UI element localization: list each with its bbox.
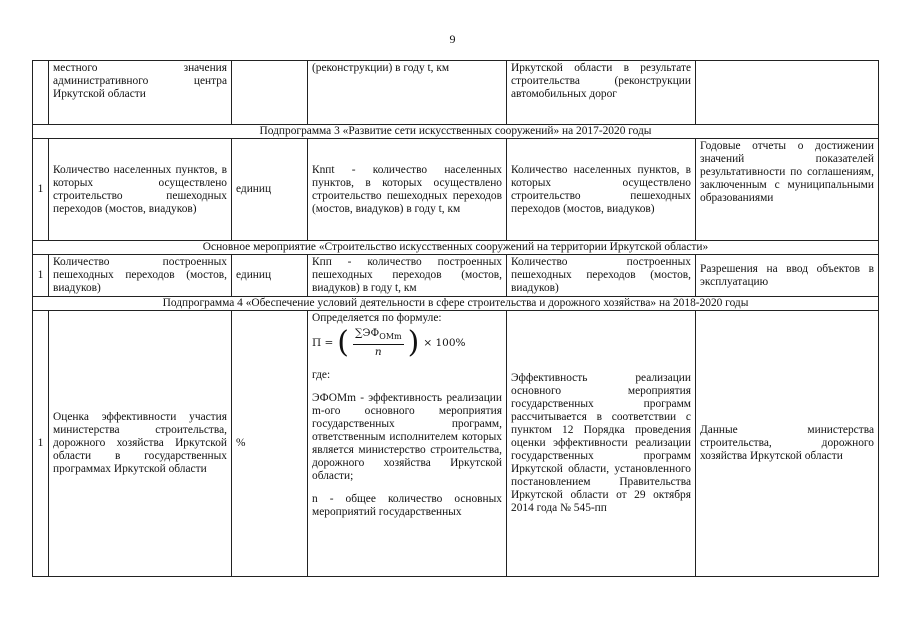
formula-intro: Определяется по формуле: — [312, 312, 442, 324]
subprogram-3-title: Подпрограмма 3 «Развитие сети искусственных сооружений» на 2017-2020 годы — [33, 125, 879, 139]
formula-cell — [308, 311, 507, 577]
row-number-cell: 1 — [33, 255, 49, 297]
method-cell: Количество построенных пешеходных переходов (мостов, виадуков) — [507, 255, 696, 297]
formula-cell: (реконструкции) в году t, км — [308, 61, 507, 125]
source-cell: Данные министерства строительства, дорожного хозяйства Иркутской области — [696, 311, 879, 577]
activity-3-title: Основное мероприятие «Строительство искусственных сооружений на территории Иркутской области» — [33, 241, 879, 255]
activity-header-row — [33, 241, 879, 255]
formula-denominator: n — [374, 346, 382, 359]
table-row — [33, 255, 879, 297]
formula-rhs: × 100% — [423, 336, 466, 349]
source-cell: Разрешения на ввод объектов в эксплуатацию — [696, 255, 879, 297]
source-cell — [696, 61, 879, 125]
method-cell: Эффективность реализации основного мероприятия государственных программ рассчитывается в соответствии с пунктом 12 Порядка проведения оценки эффективности реализации государственных программ Иркутской области, установленного постановлением Правительства Иркутской области от 29 октября 2014 года № 545-пп — [507, 311, 696, 577]
table-row-continued — [33, 61, 879, 125]
unit-cell: % — [232, 311, 308, 577]
formula-numerator-sub: ОМm — [379, 332, 402, 342]
indicator-name-cell: Количество построенных пешеходных переходов (мостов, виадуков) — [49, 255, 232, 297]
formula-definition-2: n - общее количество основных мероприятий государственных — [312, 493, 502, 519]
unit-cell — [232, 61, 308, 125]
method-cell: Иркутской области в результате строительства (реконструкции автомобильных дорог — [507, 61, 696, 125]
row-number-cell: 1 — [33, 139, 49, 241]
formula-close-paren: ) — [407, 325, 420, 361]
row-number-cell — [33, 61, 49, 125]
section-header-row — [33, 125, 879, 139]
subprogram-4-title: Подпрограмма 4 «Обеспечение условий деятельности в сфере строительства и дорожного хозяйства» на 2018-2020 годы — [33, 297, 879, 311]
formula-definition-1: ЭФОМm - эффективность реализации m-ого основного мероприятия государственных программ, ответственным исполнителем которых является министерство строительства, дорожного хозяйства Иркутской области; — [312, 392, 502, 483]
formula-cell: Кпп - количество построенных пешеходных переходов (мостов, виадуков) в году t, км — [308, 255, 507, 297]
method-cell: Количество населенных пунктов, в которых осуществлено строительство пешеходных переходов (мостов, виадуков) — [507, 139, 696, 241]
table-row — [33, 139, 879, 241]
unit-cell: единиц — [232, 139, 308, 241]
formula-fraction — [353, 327, 404, 359]
section-header-row — [33, 297, 879, 311]
formula-numerator — [353, 327, 404, 345]
formula-open-paren: ( — [337, 325, 350, 361]
page-number: 9 — [449, 32, 456, 46]
unit-cell: единиц — [232, 255, 308, 297]
table-row — [33, 311, 879, 577]
formula-where: где: — [312, 369, 331, 382]
formula-numerator-text: ∑ЭФ — [355, 327, 380, 339]
formula-lhs: П = — [312, 336, 334, 349]
row-number-cell: 1 — [33, 311, 49, 577]
indicator-name-cell: местного значения административного центра Иркутской области — [49, 61, 232, 125]
indicator-name-cell: Оценка эффективности участия министерства строительства, дорожного хозяйства Иркутской области в государственных программах Иркутской области — [49, 311, 232, 577]
efficiency-formula — [312, 327, 502, 359]
source-cell: Годовые отчеты о достижении значений показателей результативности по соглашениям, заключенным с муниципальными образованиями — [696, 139, 879, 241]
indicators-table — [32, 60, 879, 577]
indicator-name-cell: Количество населенных пунктов, в которых осуществлено строительство пешеходных переходов (мостов, виадуков) — [49, 139, 232, 241]
formula-cell: Кnпt - количество населенных пунктов, в которых осуществлено строительство пешеходных переходов (мостов, виадуков) в году t, км — [308, 139, 507, 241]
